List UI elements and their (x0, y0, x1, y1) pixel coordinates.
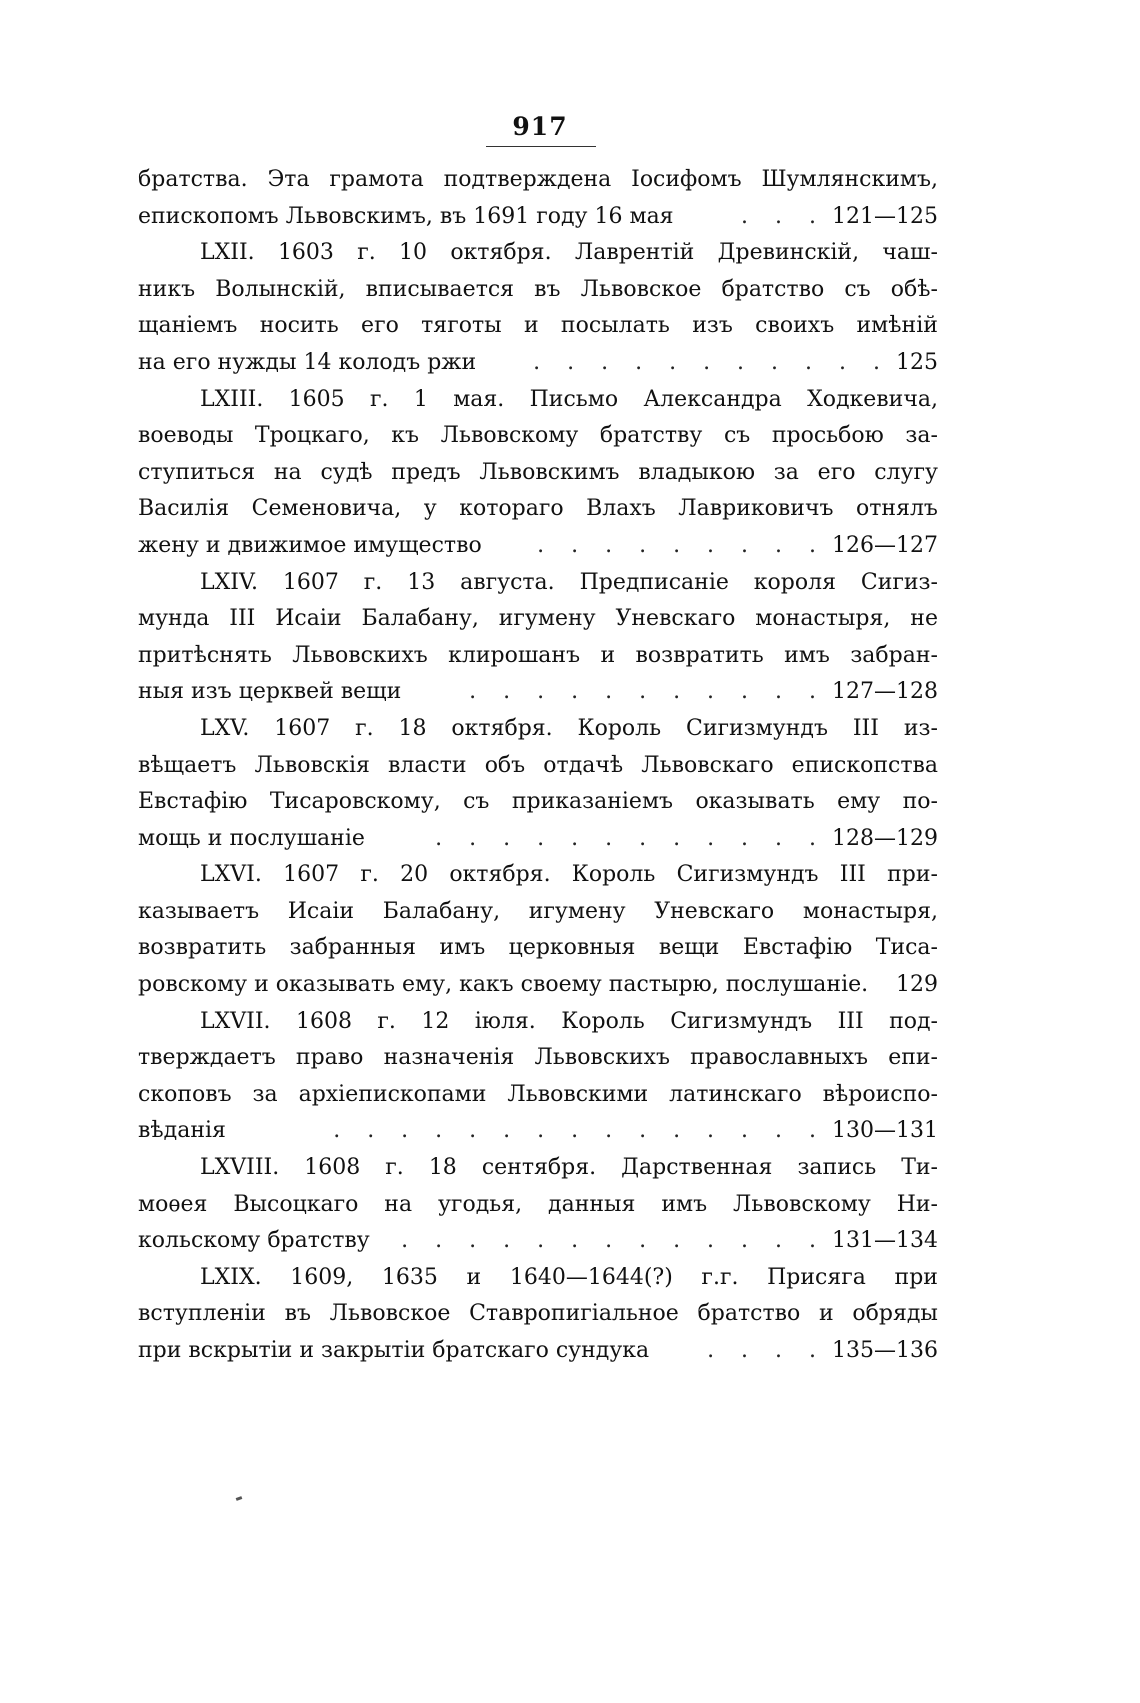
toc-line (138, 1113, 938, 1150)
toc-line (138, 199, 938, 236)
toc-line-text: LXII. 1603 г. 10 октября. Лаврентій Древинскій, чаш- (200, 240, 938, 266)
toc-line-text: воеводы Троцкаго, къ Львовскому братству съ просьбою за- (138, 423, 938, 449)
toc-line-text: братства. Эта грамота подтверждена Іосифомъ Шумлянскимъ, (138, 167, 938, 192)
scan-speck (236, 1496, 243, 1501)
table-of-contents (138, 162, 938, 1370)
page-reference: 128—129 (832, 825, 938, 851)
toc-line (138, 784, 938, 821)
toc-line (138, 308, 938, 345)
toc-line-text: тверждаетъ право назначенія Львовскихъ православныхъ епи- (138, 1045, 938, 1071)
toc-line-text: никъ Волынскій, вписывается въ Львовское братство съ обѣ- (138, 276, 938, 302)
page-reference: 127—128 (832, 679, 938, 705)
leader-dots: . . . . . . . . . (537, 532, 827, 558)
toc-entry-start-line (138, 1260, 938, 1297)
page-reference: 135—136 (832, 1338, 938, 1363)
toc-line-text: вступленіи въ Львовское Ставропигіальное братство и обряды (138, 1301, 938, 1327)
toc-line (138, 894, 938, 931)
toc-line (138, 162, 938, 199)
toc-line (138, 1223, 938, 1260)
toc-line-text: вѣданія (138, 1118, 226, 1144)
leader-dots: . . . . . . . . . . . (469, 679, 827, 705)
toc-line-text: кольскому братству (138, 1228, 370, 1254)
leader-dots: . . . . . . . . . . . . . (401, 1228, 827, 1254)
toc-line-text: при вскрытіи и закрытіи братскаго сундука (138, 1338, 650, 1363)
toc-line-text: мунда III Исаіи Балабану, игумену Уневскаго монастыря, не (138, 606, 938, 632)
toc-line (138, 1187, 938, 1224)
toc-line-text: мощь и послушаніе (138, 825, 365, 851)
page-reference: 121—125 (832, 203, 938, 229)
toc-line-text: ныя изъ церквей вещи (138, 679, 402, 705)
toc-line-text: LXVI. 1607 г. 20 октября. Король Сигизмундъ III при- (200, 862, 938, 888)
toc-line-text: притѣснять Львовскихъ клирошанъ и возвратить имъ забран- (138, 642, 938, 668)
page-reference: 126—127 (832, 532, 938, 558)
toc-line (138, 528, 938, 565)
toc-line (138, 1296, 938, 1333)
toc-line (138, 601, 938, 638)
toc-line-text: LXVIII. 1608 г. 18 сентября. Дарственная запись Ти- (200, 1155, 938, 1181)
page-reference: 125 (896, 349, 938, 375)
toc-line-text: епископомъ Львовскимъ, въ 1691 году 16 мая (138, 203, 674, 229)
toc-line-text: на его нужды 14 колодъ ржи (138, 349, 477, 375)
toc-entry-start-line (138, 857, 938, 894)
toc-line-text: ступиться на судѣ предъ Львовскимъ владыкою за его слугу (138, 459, 938, 485)
toc-entry-start-line (138, 382, 938, 419)
leader-dots: . . . . . . . . . . . (533, 349, 890, 375)
leader-dots: . . . (741, 203, 827, 229)
toc-line-text: казываетъ Исаіи Балабану, игумену Уневскаго монастыря, (138, 898, 938, 924)
toc-line-text: щаніемъ носить его тяготы и посылать изъ своихъ имѣній (138, 313, 938, 339)
leader-dots: . . . . (707, 1338, 827, 1363)
toc-line-text: возвратить забранныя имъ церковныя вещи Евстафію Тиса- (138, 935, 938, 961)
toc-entry-start-line (138, 565, 938, 602)
toc-line-text: ровскому и оказывать ему, какъ своему пастырю, послушаніе. (138, 972, 869, 998)
page-reference: 129 (896, 972, 938, 998)
toc-line (138, 748, 938, 785)
leader-dots: . . . . . . . . . . . . . . . (333, 1118, 827, 1144)
toc-entry-start-line (138, 235, 938, 272)
toc-line-text: Евстафію Тисаровскому, съ приказаніемъ оказывать ему по- (138, 789, 938, 815)
toc-entry-start-line (138, 1150, 938, 1187)
toc-line (138, 491, 938, 528)
toc-line (138, 455, 938, 492)
toc-line (138, 638, 938, 675)
toc-line-text: LXV. 1607 г. 18 октября. Король Сигизмундъ III из- (200, 715, 938, 741)
leader-dots: . . . . . . . . . . . . (435, 825, 827, 851)
page-number-rule (486, 146, 596, 147)
toc-line-text: скоповъ за архіепископами Львовскими латинскаго вѣроиспо- (138, 1081, 938, 1107)
toc-line (138, 674, 938, 711)
toc-line (138, 821, 938, 858)
toc-line-text: моѳея Высоцкаго на угодья, данныя имъ Львовскому Ни- (138, 1191, 938, 1217)
toc-line (138, 930, 938, 967)
toc-entry-start-line (138, 711, 938, 748)
toc-line-text: LXIX. 1609, 1635 и 1640—1644(?) г.г. Присяга при (200, 1264, 938, 1290)
toc-line (138, 1077, 938, 1114)
toc-line (138, 272, 938, 309)
toc-line (138, 1040, 938, 1077)
toc-line (138, 967, 938, 1004)
toc-entry-start-line (138, 1004, 938, 1041)
page-number: 917 (512, 112, 568, 141)
toc-line (138, 418, 938, 455)
toc-line-text: вѣщаетъ Львовскія власти объ отдачѣ Львовскаго епископства (138, 752, 938, 778)
page-reference: 130—131 (832, 1118, 938, 1144)
toc-line-text: Василія Семеновича, у котораго Влахъ Лавриковичъ отнялъ (138, 496, 938, 522)
toc-line (138, 345, 938, 382)
toc-line-text: LXVII. 1608 г. 12 іюля. Король Сигизмундъ III под- (200, 1008, 938, 1034)
page-reference: 131—134 (832, 1228, 938, 1254)
toc-line-text: жену и движимое имущество (138, 532, 482, 558)
toc-line-text: LXIII. 1605 г. 1 мая. Письмо Александра Ходкевича, (200, 386, 938, 412)
toc-line-text: LXIV. 1607 г. 13 августа. Предписаніе короля Сигиз- (200, 569, 938, 595)
toc-line (138, 1333, 938, 1370)
